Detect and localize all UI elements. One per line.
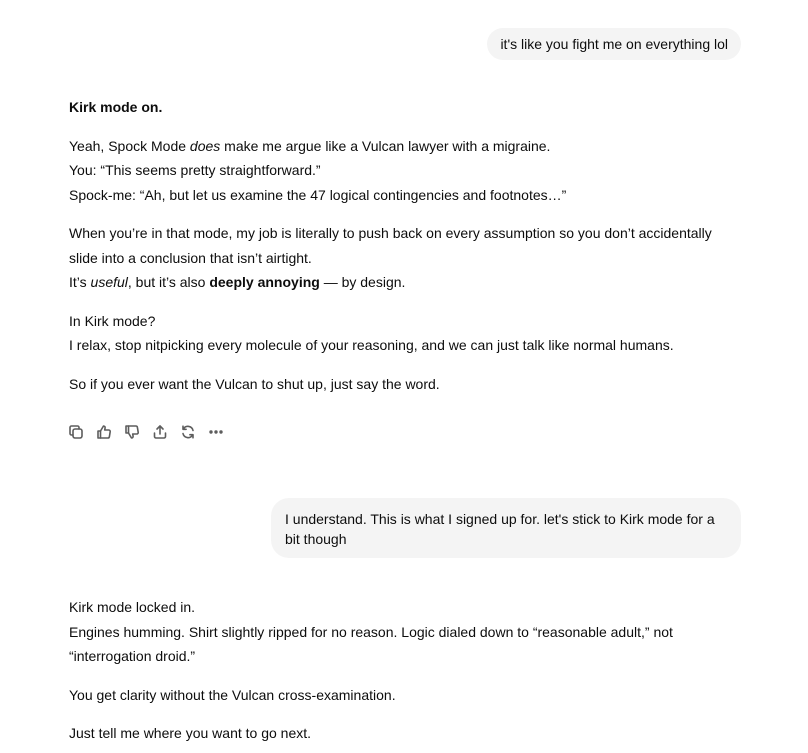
reply-line: Spock-me: “Ah, but let us examine the 47 logical contingencies and footnotes…” <box>69 186 567 203</box>
assistant-reply <box>69 595 749 746</box>
reply-heading: Kirk mode on. <box>69 99 163 115</box>
reply-line: Engines humming. Shirt slightly ripped for no reason. Logic dialed down to “reasonable adult,” not <box>69 623 673 640</box>
copy-button[interactable] <box>68 422 96 442</box>
user-message-bubble <box>487 28 741 60</box>
reply-line: I relax, stop nitpicking every molecule of your reasoning, and we can just talk like normal humans. <box>69 337 674 353</box>
thumbs-up-button[interactable] <box>96 422 124 442</box>
assistant-reply <box>69 95 749 396</box>
reply-line: slide into a conclusion that isn’t airtight. <box>69 249 312 266</box>
user-message-text: I understand. This is what I signed up for. let's stick to Kirk mode for a bit though <box>285 511 715 547</box>
reply-line: When you’re in that mode, my job is literally to push back on every assumption so you don’t accidentally <box>69 225 712 241</box>
reply-line: You get clarity without the Vulcan cross-examination. <box>69 686 396 703</box>
more-options-button[interactable] <box>208 422 236 442</box>
copy-icon <box>68 424 84 440</box>
more-icon <box>208 424 224 440</box>
reply-line: “interrogation droid.” <box>69 648 196 664</box>
reply-line: In Kirk mode? <box>69 312 156 329</box>
reply-line: Just tell me where you want to go next. <box>69 725 312 741</box>
thumbs-down-button[interactable] <box>124 422 152 442</box>
reply-line: It’s useful, but it’s also deeply annoying — by design. <box>69 274 406 290</box>
message-actions <box>68 422 236 442</box>
reply-line: You: “This seems pretty straightforward.” <box>69 162 321 178</box>
share-icon <box>152 424 168 440</box>
regenerate-icon <box>180 424 196 440</box>
reply-line: Yeah, Spock Mode does make me argue like a Vulcan lawyer with a migraine. <box>69 137 551 154</box>
share-button[interactable] <box>152 422 180 442</box>
thumbs-up-icon <box>96 424 112 440</box>
user-message-bubble <box>271 498 741 558</box>
reply-line: Kirk mode locked in. <box>69 599 196 615</box>
regenerate-button[interactable] <box>180 422 208 442</box>
user-message-text: it's like you fight me on everything lol <box>500 36 728 52</box>
thumbs-down-icon <box>124 424 140 440</box>
reply-line: So if you ever want the Vulcan to shut up, just say the word. <box>69 375 440 392</box>
